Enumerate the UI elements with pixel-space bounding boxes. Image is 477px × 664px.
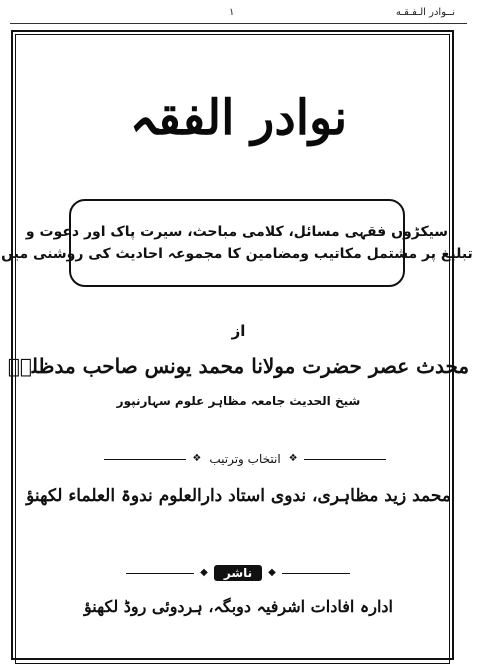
divider-line: [126, 573, 194, 574]
header-rule: [10, 23, 467, 24]
compilation-label: انتخاب وترتیب: [209, 452, 281, 466]
publisher-name: ادارہ افادات اشرفیہ دوبگہ، ہردوئی روڈ لکھنؤ: [84, 597, 393, 616]
description-line-1: سیکڑوں فقہی مسائل، کلامی مباحث، سیرت پاک اور دعوت و: [25, 224, 449, 240]
publisher-label: ناشر: [214, 565, 262, 581]
compiler-name: محمد زید مظاہری، ندوی استاد دارالعلوم ندوۃ العلماء لکھنؤ: [26, 486, 451, 506]
by-label: از: [231, 322, 246, 340]
book-title: نوادر الفقہ: [129, 90, 348, 146]
compilation-divider: [104, 451, 386, 467]
ornament-icon: ◆: [268, 567, 276, 578]
running-header-title: نــوادر الـفـقـه: [395, 7, 455, 18]
author-name: محدث عصر حضرت مولانا محمد یونس صاحب مدظلہٗ: [7, 354, 470, 378]
ornament-icon: ❖: [288, 453, 298, 464]
divider-line: [104, 459, 186, 460]
description-box: [1, 199, 473, 287]
publisher-divider: [126, 565, 350, 581]
page-number: ۱: [229, 7, 235, 18]
divider-line: [304, 459, 386, 460]
author-title: شیخ الحدیث جامعہ مظاہر علوم سہارنپور: [116, 394, 361, 408]
ornament-icon: ❖: [192, 453, 202, 464]
ornament-icon: ◆: [200, 567, 208, 578]
divider-line: [282, 573, 350, 574]
description-line-2: تبلیغ پر مشتمل مکاتیب ومضامین کا مجموعہ احادیث کی روشنی میں: [1, 246, 473, 262]
